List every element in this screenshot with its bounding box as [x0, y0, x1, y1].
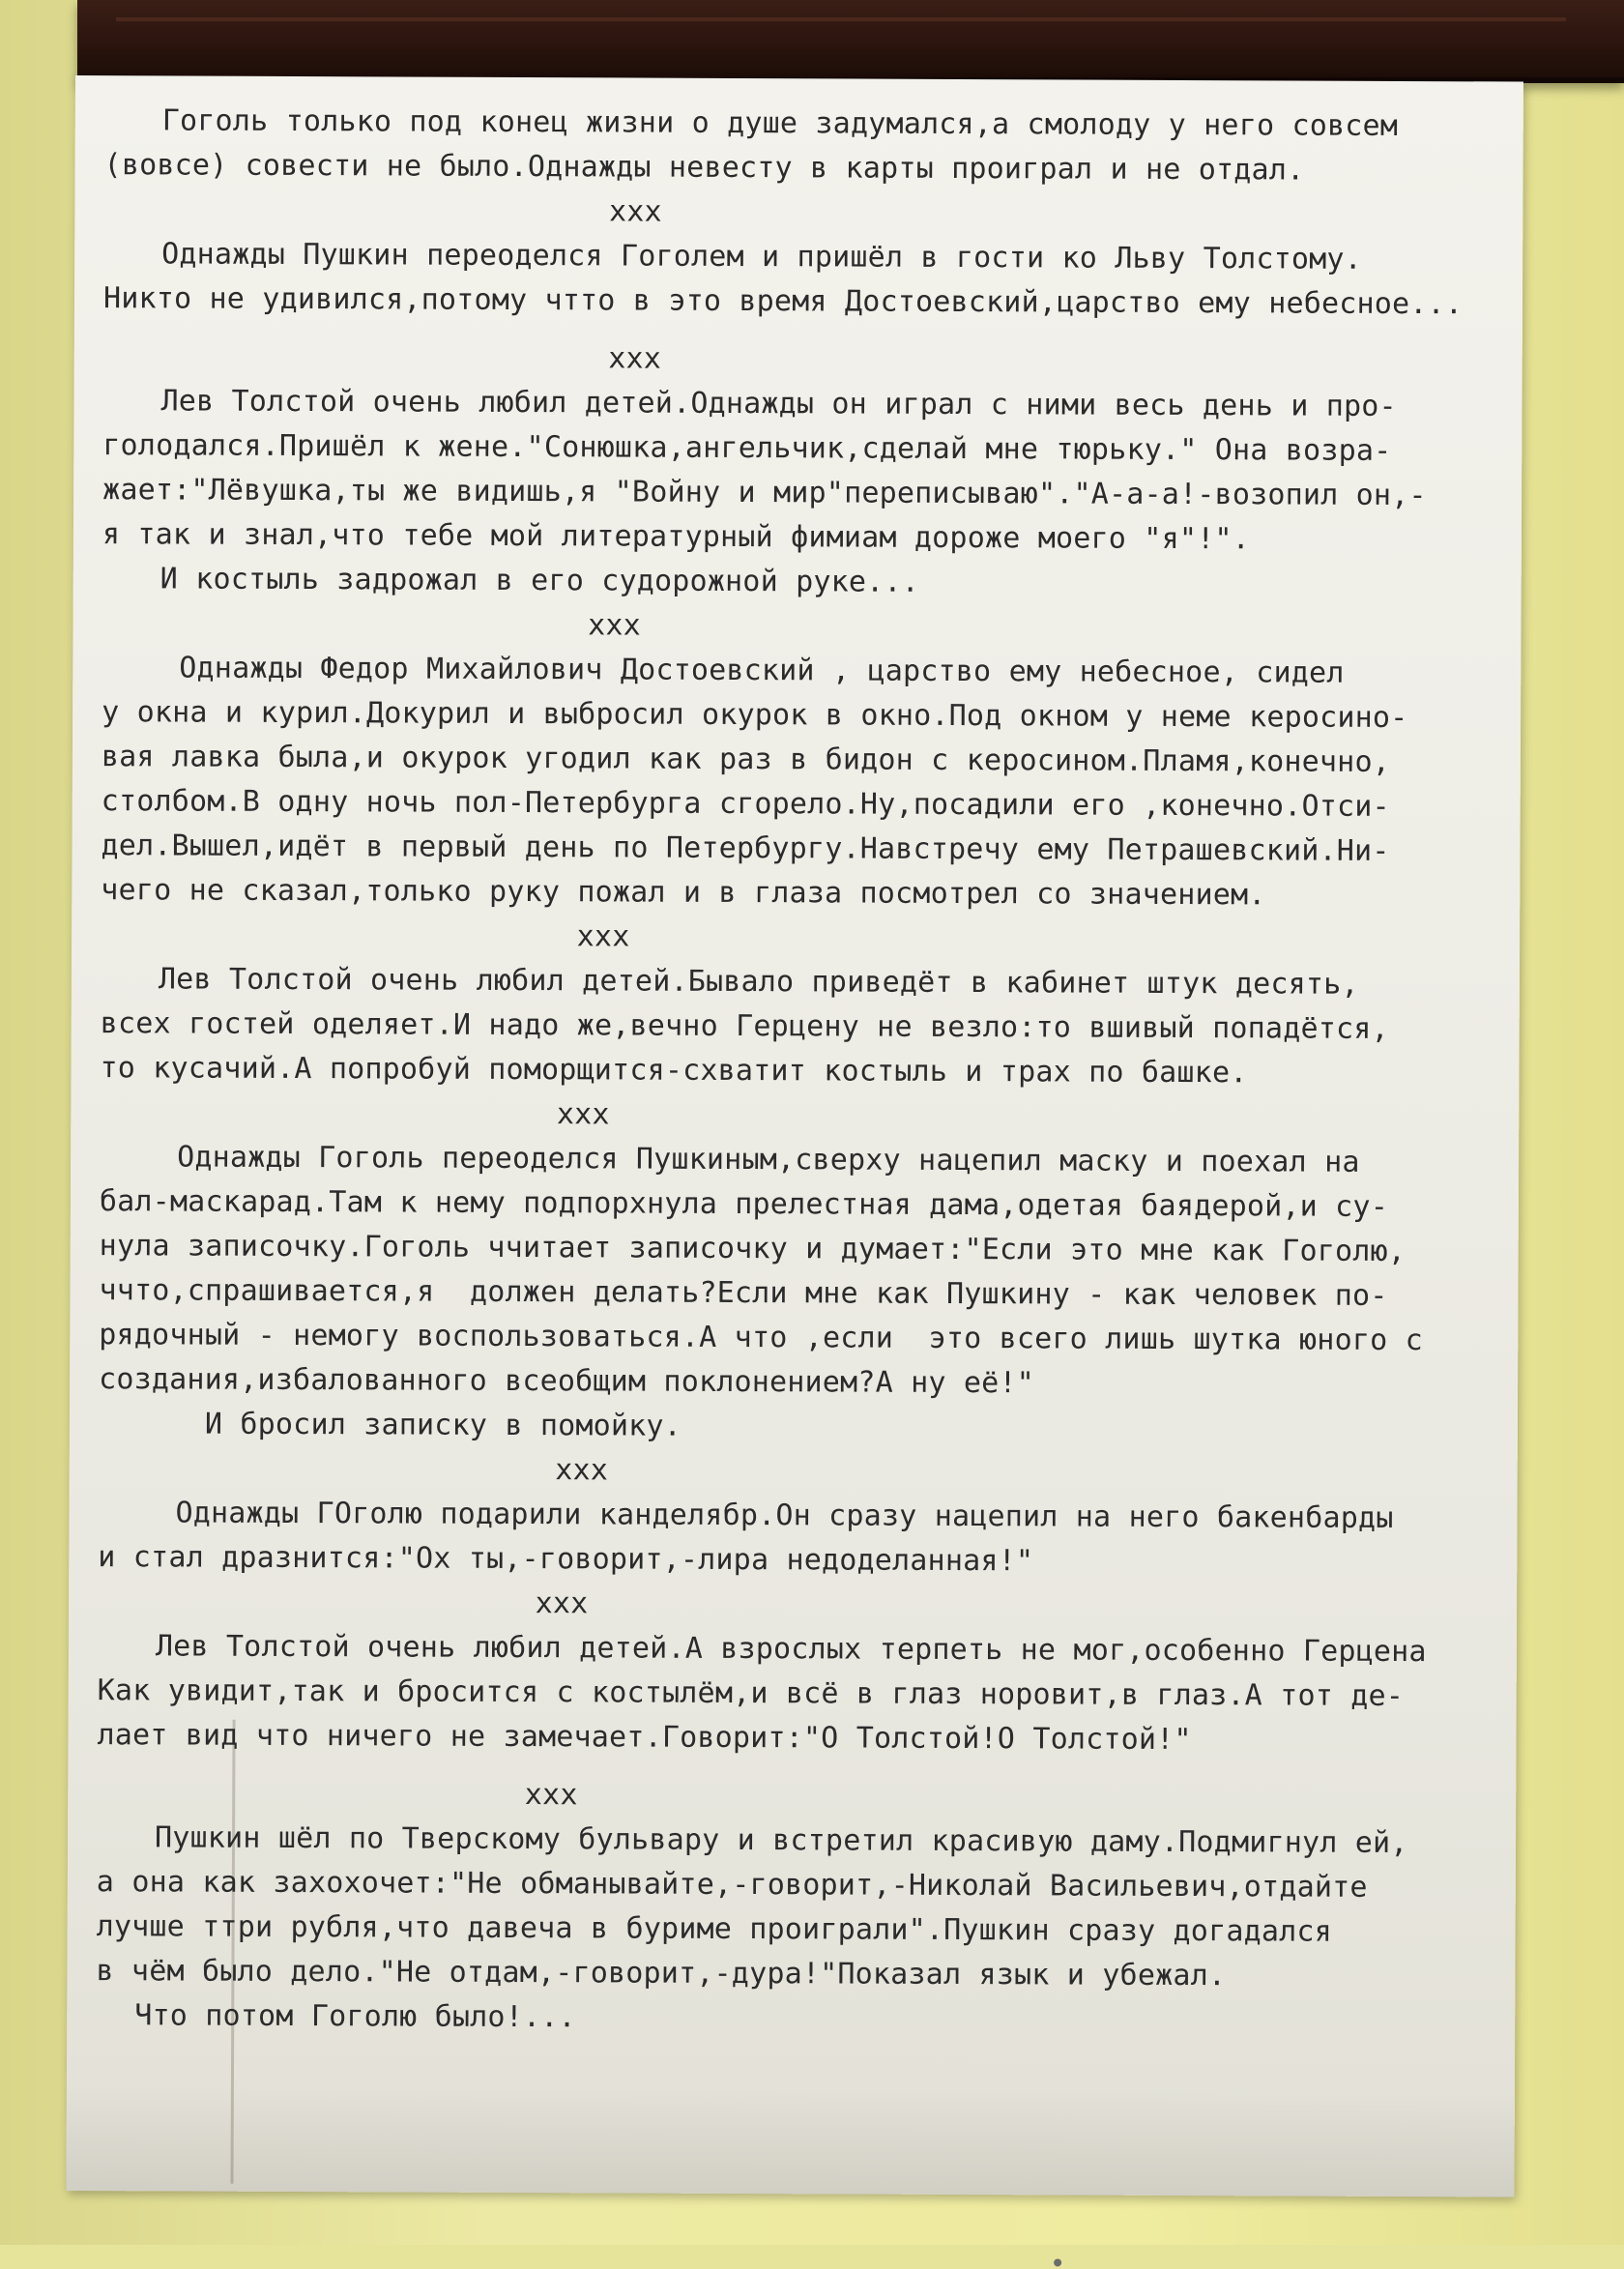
text-line: Лев Толстой очень любил детей.Бывало приведёт в кабинет штук десять, — [158, 962, 1359, 1002]
text-line: Пушкин шёл по Тверскому бульвару и встретил красивую даму.Подмигнул ей, — [154, 1820, 1408, 1861]
section-separator: xxx — [524, 1778, 578, 1813]
section-separator: xxx — [588, 608, 641, 643]
text-line: И костыль задрожал в его судорожной руке... — [160, 562, 920, 599]
text-line: (вовсе) совести не было.Однажды невесту в карты проиграл и не отдал. — [103, 148, 1305, 188]
text-line: и стал дразнится:"Ох ты,-говорит,-лира недоделанная!" — [98, 1540, 1034, 1579]
section-separator: xxx — [608, 194, 662, 229]
text-line: лает вид что ничего не замечает.Говорит:"О Толстой!О Толстой!" — [97, 1718, 1192, 1758]
text-line: лучше ттри рубля,что давеча в буриме проиграли".Пушкин сразу догадался — [96, 1909, 1333, 1949]
typewritten-sheet — [66, 75, 1523, 2197]
text-line: Гоголь только под конец жизни о душе задумался,а смолоду у него совсем — [161, 103, 1399, 143]
text-line: чего не сказал,только руку пожал и в глаза посмотрел со значением. — [101, 873, 1266, 913]
pin-hole — [1054, 2258, 1061, 2266]
text-line: бал-маскарад.Там к нему подпорхнула прелестная дама,одетая баядерой,и су- — [99, 1184, 1389, 1224]
text-line: вая лавка была,и окурок угодил как раз в бидон с керосином.Пламя,конечно, — [101, 740, 1391, 779]
text-line: нула записочку.Гоголь ччитает записочку и думает:"Если это мне как Гоголю, — [99, 1229, 1406, 1269]
text-line: рядочный - немогу воспользоваться.А что ,если это всего лишь шутка юного с — [99, 1318, 1424, 1358]
text-line: Как увидит,так и бросится с костылём,и всё в глаз норовит,в глаз.А тот де- — [97, 1673, 1405, 1714]
text-line: всех гостей оделяет.И надо же,вечно Герцену не везло:то вшивый попадётся, — [100, 1006, 1389, 1046]
text-line: ччто,спрашивается,я должен делать?Если мне как Пушкину - как человек по- — [99, 1273, 1388, 1313]
text-line: Однажды Гоголь переоделся Пушкиным,сверху нацепил маску и поехал на — [177, 1140, 1360, 1179]
text-line: Никто не удивился,потому чтто в это время Достоевский,царство ему небесное... — [102, 281, 1464, 322]
text-line: Однажды Пушкин переоделся Гоголем и пришёл в гости ко Льву Толстому. — [161, 237, 1363, 276]
section-separator: xxx — [555, 1453, 609, 1488]
section-separator: xxx — [608, 341, 662, 376]
text-line: Однажды ГОголю подарили канделябр.Он сразу нацепил на него бакенбарды — [175, 1496, 1394, 1535]
section-separator: xxx — [535, 1586, 589, 1621]
text-line: жает:"Лёвушка,ты же видишь,я "Войну и мир"переписываю"."А-а-а!-возопил он,- — [102, 473, 1427, 513]
text-line: голодался.Пришёл к жене."Сонюшка,ангельчик,сделай мне тюрьку." Она возра- — [102, 428, 1392, 468]
text-line: то кусачий.А попробуй поморщится-схватит костыль и трах по башке. — [100, 1051, 1248, 1091]
text-line: Лев Толстой очень любил детей.Однажды он играл с ними весь день и про- — [160, 384, 1397, 423]
text-line: столбом.В одну ночь пол-Петербурга сгорело.Ну,посадили его ,конечно.Отси- — [101, 784, 1390, 824]
typewritten-text — [96, 99, 1496, 2044]
text-line: дел.Вышел,идёт в первый день по Петербургу.Навстречу ему Петрашевский.Ни- — [101, 829, 1390, 868]
text-line: Лев Толстой очень любил детей.А взрослых терпеть не мог,особенно Герцена — [155, 1629, 1427, 1670]
text-line: а она как захохочет:"Не обманывайте,-говорит,-Николай Васильевич,отдайте — [96, 1865, 1368, 1905]
text-line: у окна и курил.Докурил и выбросил окурок в окно.Под окном у неме керосино- — [102, 695, 1408, 736]
section-separator: xxx — [576, 919, 630, 954]
text-line: И бросил записку в помойку. — [204, 1407, 682, 1443]
text-line: я так и знал,что тебе мой литературный фимиам дороже моего "я"!". — [102, 517, 1250, 557]
section-separator: xxx — [556, 1097, 610, 1132]
picture-frame-edge — [77, 0, 1624, 83]
text-line: Однажды Федор Михайлович Достоевский , царство ему небесное, сидел — [179, 651, 1345, 690]
text-line: в чём было дело."Не отдам,-говорит,-дура!"Показал язык и убежал. — [96, 1954, 1227, 1993]
text-line: создания,избалованного всеобщим поклонением?А ну её!" — [99, 1362, 1035, 1401]
text-line: Что потом Гоголю было!... — [134, 1998, 576, 2035]
